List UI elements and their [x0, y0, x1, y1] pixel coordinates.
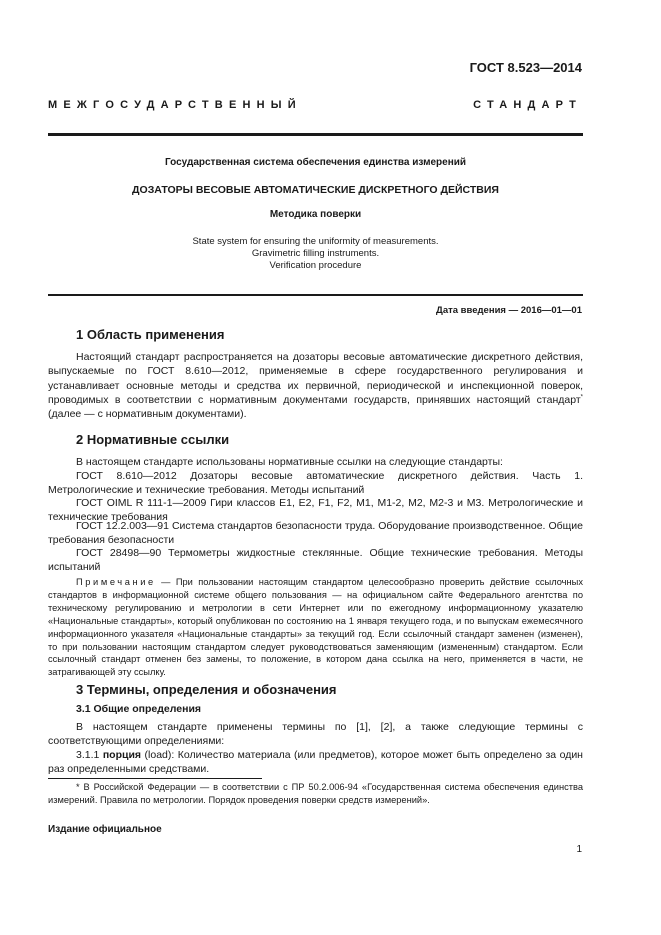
term-definition: 3.1.1 порция (load): Количество материала (или предметов), которое может быть определено за один раз определенными средствами.	[48, 749, 583, 776]
section-3-heading: 3 Термины, определения и обозначения	[76, 682, 337, 697]
banner-word-interstate: МЕЖГОСУДАРСТВЕННЫЙ	[48, 99, 302, 111]
normative-reference: ГОСТ 28498—90 Термометры жидкостные стеклянные. Общие технические требования. Методы испытаний	[48, 547, 583, 574]
page-number: 1	[576, 844, 582, 855]
section-2-heading: 2 Нормативные ссылки	[76, 432, 230, 447]
introduction-date: Дата введения — 2016—01—01	[436, 305, 582, 316]
subsection-3-1-heading: 3.1 Общие определения	[76, 703, 202, 715]
references-note: Примечание — При пользовании настоящим стандартом целесообразно проверить действие ссылочных стандартов в информационной системе общего пользования — на официальном сайте Федерального агентства по техническому регулированию и метрологии в сети Интернет или по ежегодному информационному указателю «Национальные стандарты», который опубликован по состоянию на 1 января текущего года, и по выпускам ежемесячного информационного указателя «Национальные стандарты» за текущий год. Если ссылочный стандарт заменен (изменен), то при пользовании настоящим стандартом следует руководствоваться заменяющим (измененным) стандартом. Если ссылочный стандарт отменен без замены, то положение, в котором дана ссылка на него, применяется в части, не затрагивающей эту ссылку.	[48, 577, 583, 678]
document-title: ДОЗАТОРЫ ВЕСОВЫЕ АВТОМАТИЧЕСКИЕ ДИСКРЕТНОГО ДЕЙСТВИЯ	[132, 184, 499, 196]
header-divider	[48, 133, 583, 136]
section-1-text: Настоящий стандарт распространяется на дозаторы весовые автоматические дискретного действия, выпускаемые по ГОСТ 8.610—2012, применяемые в сфере государственного регулирования и устанавливает основные методы и средства их первичной, периодической и инспекционной поверок, проводимых в соответствии с нормативным документами государств, принявших настоящий стандарт* (далее — с нормативным документами).	[48, 351, 583, 421]
english-title-line: Verification procedure	[269, 260, 362, 271]
term-name: порция	[102, 749, 142, 761]
footnote-marker: *	[580, 394, 583, 401]
title-divider	[48, 294, 583, 296]
normative-reference: ГОСТ 12.2.003—91 Система стандартов безопасности труда. Оборудование производственное. Общие требования безопасности	[48, 520, 583, 547]
english-title-line: Gravimetric filling instruments.	[251, 248, 380, 259]
footnote-divider	[48, 778, 262, 779]
normative-reference: ГОСТ 8.610—2012 Дозаторы весовые автоматические дискретного действия. Часть 1. Метрологические и технические требования. Методы испытаний	[48, 470, 583, 497]
document-subtitle: Методика поверки	[269, 209, 362, 220]
document-number: ГОСТ 8.523—2014	[469, 60, 582, 75]
footnote: * В Российской Федерации — в соответствии с ПР 50.2.006-94 «Государственная система обеспечения единства измерений. Правила по метрологии. Порядок проведения поверки средств измерений».	[48, 782, 583, 805]
interstate-standard-banner	[48, 99, 582, 111]
normative-reference: ГОСТ OIML R 111-1—2009 Гири классов E1, E2, F1, F2, M1, M1-2, M2, M2-3 и M3. Метрологические и технические требования	[48, 497, 583, 524]
section-3-intro: В настоящем стандарте применены термины по [1], [2], а также следующие термины с соответствующими определениями:	[48, 721, 583, 748]
banner-word-standard: СТАНДАРТ	[473, 99, 582, 111]
section-1-heading: 1 Область применения	[76, 327, 225, 342]
system-title: Государственная система обеспечения единства измерений	[164, 157, 467, 168]
section-2-intro: В настоящем стандарте использованы нормативные ссылки на следующие стандарты:	[76, 456, 503, 468]
official-edition-label: Издание официальное	[48, 824, 162, 835]
note-label: Примечание	[76, 577, 156, 587]
english-title-line: State system for ensuring the uniformity of measurements.	[192, 236, 439, 247]
